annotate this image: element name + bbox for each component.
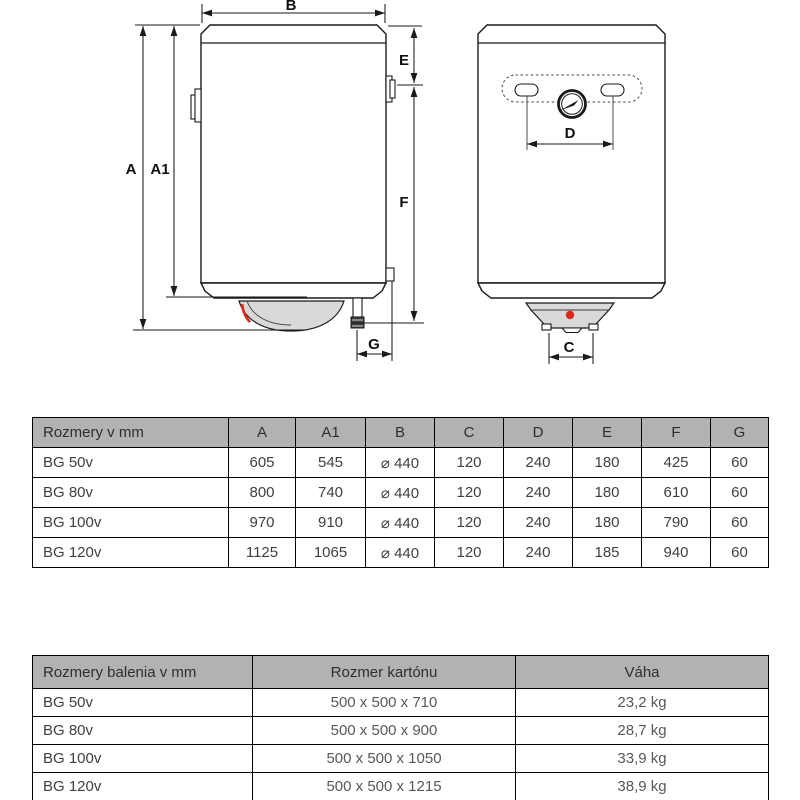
pkg-header-weight: Váha (516, 656, 769, 689)
value-f: 610 (642, 478, 711, 508)
value-d: 240 (504, 538, 573, 568)
carton-size: 500 x 500 x 900 (253, 717, 516, 745)
dim-header-f: F (642, 418, 711, 448)
pkg-header-carton: Rozmer kartónu (253, 656, 516, 689)
dimensions-table (32, 417, 769, 568)
dim-header-a1: A1 (296, 418, 366, 448)
model-name: BG 80v (33, 478, 229, 508)
value-e: 180 (573, 448, 642, 478)
carton-size: 500 x 500 x 710 (253, 689, 516, 717)
value-f: 790 (642, 508, 711, 538)
carton-size: 500 x 500 x 1050 (253, 745, 516, 773)
dim-row-bg100 (33, 508, 769, 538)
carton-size: 500 x 500 x 1215 (253, 773, 516, 800)
value-f: 425 (642, 448, 711, 478)
flange-dome (239, 301, 344, 331)
thermometer-gauge (559, 91, 586, 118)
value-e: 180 (573, 478, 642, 508)
weight: 28,7 kg (516, 717, 769, 745)
value-g: 60 (711, 508, 769, 538)
value-a1: 1065 (296, 538, 366, 568)
dim-header-a: A (229, 418, 296, 448)
model-name: BG 80v (33, 717, 253, 745)
dim-header-title: Rozmery v mm (33, 418, 229, 448)
value-a: 605 (229, 448, 296, 478)
bottom-cap (526, 303, 614, 333)
weight: 23,2 kg (516, 689, 769, 717)
wall-bracket-right (386, 76, 395, 102)
value-a: 970 (229, 508, 296, 538)
value-a1: 910 (296, 508, 366, 538)
value-c: 120 (435, 508, 504, 538)
pkg-table-header-row (33, 656, 769, 689)
value-c: 120 (435, 448, 504, 478)
dim-label-c: C (563, 339, 575, 356)
value-g: 60 (711, 538, 769, 568)
tank-body-front (478, 25, 665, 283)
dim-header-g: G (711, 418, 769, 448)
side-outlet (386, 268, 394, 281)
bottom-skirt-front (478, 283, 665, 298)
value-b: ⌀ 440 (366, 538, 435, 568)
dim-label-e: E (398, 52, 410, 69)
dim-header-c: C (435, 418, 504, 448)
value-b: ⌀ 440 (366, 508, 435, 538)
value-d: 240 (504, 508, 573, 538)
value-d: 240 (504, 478, 573, 508)
pkg-row-bg120 (33, 773, 769, 800)
dimension-c (549, 333, 593, 364)
value-f: 940 (642, 538, 711, 568)
dim-table-header-row (33, 418, 769, 448)
value-d: 240 (504, 448, 573, 478)
value-c: 120 (435, 538, 504, 568)
value-a: 800 (229, 478, 296, 508)
pkg-row-bg50 (33, 689, 769, 717)
model-name: BG 120v (33, 538, 229, 568)
dim-header-d: D (504, 418, 573, 448)
value-g: 60 (711, 448, 769, 478)
dimension-b (202, 0, 385, 23)
pkg-row-bg100 (33, 745, 769, 773)
value-c: 120 (435, 478, 504, 508)
model-name: BG 100v (33, 508, 229, 538)
pkg-header-title: Rozmery balenia v mm (33, 656, 253, 689)
dim-label-a1: A1 (150, 161, 170, 178)
cap-center-tab (562, 328, 582, 333)
pkg-row-bg80 (33, 717, 769, 745)
weight: 33,9 kg (516, 745, 769, 773)
value-a: 1125 (229, 538, 296, 568)
dim-row-bg120 (33, 538, 769, 568)
model-name: BG 50v (33, 448, 229, 478)
dim-label-d: D (564, 125, 576, 142)
dim-label-b: B (285, 0, 297, 14)
dim-row-bg80 (33, 478, 769, 508)
dimension-e (388, 26, 423, 85)
dim-label-g: G (368, 336, 380, 353)
value-a1: 545 (296, 448, 366, 478)
weight: 38,9 kg (516, 773, 769, 800)
model-name: BG 100v (33, 745, 253, 773)
value-e: 180 (573, 508, 642, 538)
wall-bracket-left (191, 89, 201, 122)
model-name: BG 120v (33, 773, 253, 800)
value-b: ⌀ 440 (366, 478, 435, 508)
value-g: 60 (711, 478, 769, 508)
value-b: ⌀ 440 (366, 448, 435, 478)
boiler-side-view (126, 0, 424, 361)
dim-header-b: B (366, 418, 435, 448)
model-name: BG 50v (33, 689, 253, 717)
value-a1: 740 (296, 478, 366, 508)
packaging-table (32, 655, 769, 800)
dim-label-f: F (399, 194, 409, 211)
bottom-skirt (201, 283, 386, 298)
boiler-front-view (478, 25, 665, 364)
dim-header-e: E (573, 418, 642, 448)
dim-row-bg50 (33, 448, 769, 478)
tank-body (201, 25, 386, 283)
dim-label-a: A (125, 161, 137, 178)
cap-red-indicator (566, 311, 574, 319)
value-e: 185 (573, 538, 642, 568)
